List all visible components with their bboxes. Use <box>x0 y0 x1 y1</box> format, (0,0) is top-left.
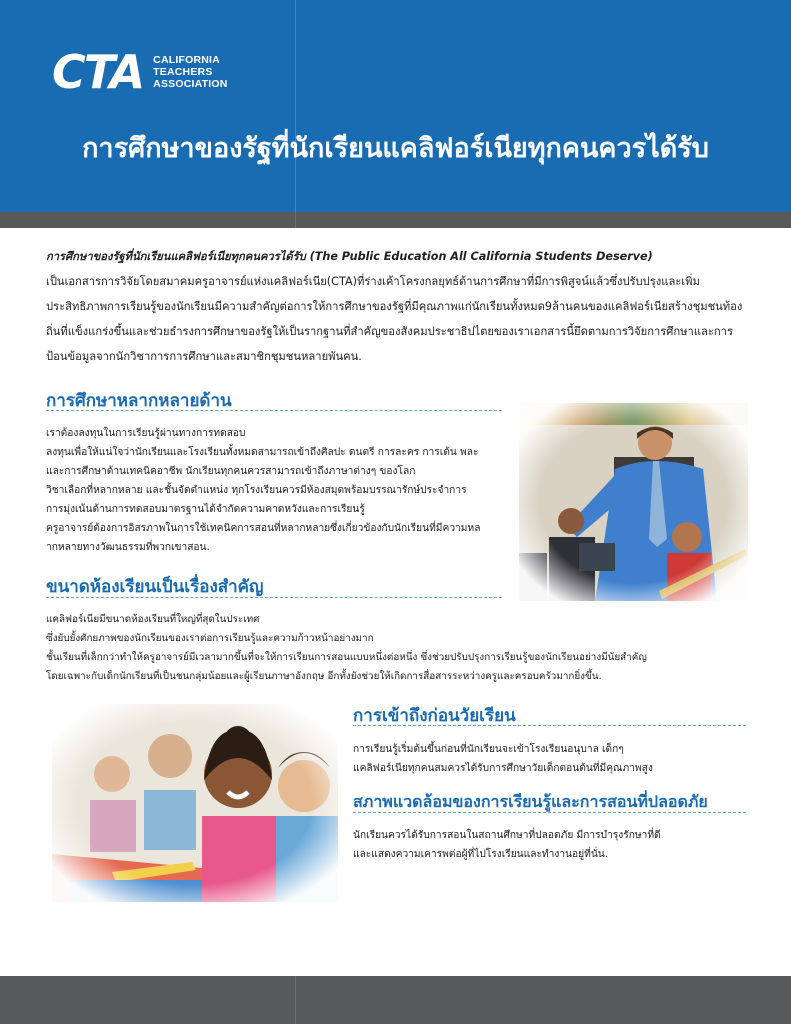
cta-logo-mark: CTA <box>52 45 144 99</box>
text-line: แคลิฟอร์เนียทุกคนสมควรได้รับการศึกษาวัยเด็กตอนต้นที่มีคุณภาพสูง <box>353 763 653 774</box>
heading-divider <box>353 725 746 726</box>
bar-divider <box>295 976 296 1024</box>
logo-line-teachers: TEACHERS <box>153 66 213 78</box>
photo-vignette <box>52 704 338 902</box>
safe-environment-text <box>353 826 746 864</box>
cta-logo <box>52 45 228 99</box>
bar-divider <box>295 212 296 228</box>
children-classroom-photo <box>52 704 338 902</box>
heading-divider <box>353 812 746 813</box>
text-line: แคลิฟอร์เนียมีขนาดห้องเรียนที่ใหญ่ที่สุดในประเทศ <box>46 614 260 625</box>
diverse-education-text <box>46 424 506 557</box>
page-title: การศึกษาของรัฐที่นักเรียนแคลิฟอร์เนียทุกคนควรได้รับ <box>82 133 709 164</box>
heading-diverse-education: การศึกษาหลากหลายด้าน <box>46 391 232 411</box>
text-line: เราต้องลงทุนในการเรียนรู้ผ่านทางการทดสอบ <box>46 428 246 439</box>
text-line: วิชาเลือกที่หลากหลาย และชั้นจัดตำแหน่ง ทุกโรงเรียนควรมีห้องสมุดพร้อมบรรณารักษ์ประจำการ <box>46 485 467 496</box>
header-divider <box>295 0 296 212</box>
heading-class-size: ขนาดห้องเรียนเป็นเรื่องสำคัญ <box>46 577 264 597</box>
cta-logo-text <box>153 54 227 90</box>
text-line: โดยเฉพาะกับเด็กนักเรียนที่เป็นชนกลุ่มน้อยและผู้เรียนภาษาอังกฤษ อีกทั้งยังช่วยให้เกิดการสื่อสารระหว่างครูและครอบครัวมากยิ่งขึ้น. <box>46 671 602 682</box>
preschool-text <box>353 740 746 778</box>
text-line: การมุ่งเน้นด้านการทดสอบมาตรฐานได้จำกัดความคาดหวังและการเรียนรู้ <box>46 504 365 515</box>
top-gray-bar <box>0 212 791 228</box>
text-line: นักเรียนควรได้รับการสอนในสถานศึกษาที่ปลอดภัย มีการบำรุงรักษาที่ดี <box>353 830 661 841</box>
photo-vignette <box>519 403 748 601</box>
intro-paragraph <box>46 244 746 369</box>
heading-preschool-access: การเข้าถึงก่อนวัยเรียน <box>353 706 516 726</box>
intro-body: เป็นเอกสารการวิจัยโดยสมาคมครูอาจารย์แห่งแคลิฟอร์เนีย(CTA)ที่ร่างเค้าโครงกลยุทธ์ด้านการศึกษาที่มีการพิสูจน์แล้วซึ่งปรับปรุงและเพิ่มประสิทธิภาพการเรียนรู้ของนักเรียนมีความสำคัญต่อการให้การศึกษาของรัฐที่มีคุณภาพแก่นักเรียนทั้งหมด9ล้านคนของแคลิฟอร์เนียสร้างชุมชนท้องถิ่นที่แข็งแกร่งขึ้นและช่วยธำรงการศึกษาของรัฐให้เป็นรากฐานที่สำคัญของสังคมประชาธิปไตยของเราเอกสารนี้ยึดตามการวิจัยการศึกษาและการป้อนข้อมูลจากนักวิชาการการศึกษาและสมาชิกชุมชนหลายพันคน. <box>46 275 743 363</box>
music-class-photo <box>519 403 748 601</box>
text-line: ลงทุนเพื่อให้แน่ใจว่านักเรียนและโรงเรียนทั้งหมดสามารถเข้าถึงศิลปะ ดนตรี การละคร การเต้น พละ <box>46 447 479 458</box>
footer-gray-bar <box>0 976 791 1024</box>
text-line: ชั้นเรียนที่เล็กกว่าทำให้ครูอาจารย์มีเวลามากขึ้นที่จะให้การเรียนการสอนแบบหนึ่งต่อหนึ่ง ซึ่งช่วยปรับปรุงการเรียนรู้ของนักเรียนอย่างมีนัยสำคัญ <box>46 652 647 663</box>
logo-line-california: CALIFORNIA <box>153 54 220 66</box>
intro-lead: การศึกษาของรัฐที่นักเรียนแคลิฟอร์เนียทุกคนควรได้รับ (The Public Education All California Students Deserve) <box>46 250 653 263</box>
text-line: ซึ่งยับยั้งศักยภาพของนักเรียนของเราต่อการเรียนรู้และความก้าวหน้าอย่างมาก <box>46 633 374 644</box>
heading-safe-environment: สภาพแวดล้อมของการเรียนรู้และการสอนที่ปลอดภัย <box>353 792 708 811</box>
text-line: ครูอาจารย์ต้องการอิสรภาพในการใช้เทคนิคการสอนที่หลากหลายซึ่งเกี่ยวข้องกับนักเรียนที่มีความหล <box>46 523 481 534</box>
text-line: และแสดงความเคารพต่อผู้ที่ไปโรงเรียนและทำงานอยู่ที่นั่น. <box>353 849 608 860</box>
logo-line-association: ASSOCIATION <box>153 78 228 90</box>
heading-divider <box>46 410 502 411</box>
heading-divider <box>46 597 502 598</box>
header-banner <box>0 0 791 212</box>
text-line: ากหลายทางวัฒนธรรมที่พวกเขาสอน. <box>46 542 210 553</box>
class-size-text <box>46 610 746 686</box>
text-line: การเรียนรู้เริ่มต้นขึ้นก่อนที่นักเรียนจะเข้าโรงเรียนอนุบาล เด็กๆ <box>353 744 624 755</box>
text-line: และการศึกษาด้านเทคนิคอาชีพ นักเรียนทุกคนควรสามารถเข้าถึงภาษาต่างๆ ของโลก <box>46 466 416 477</box>
